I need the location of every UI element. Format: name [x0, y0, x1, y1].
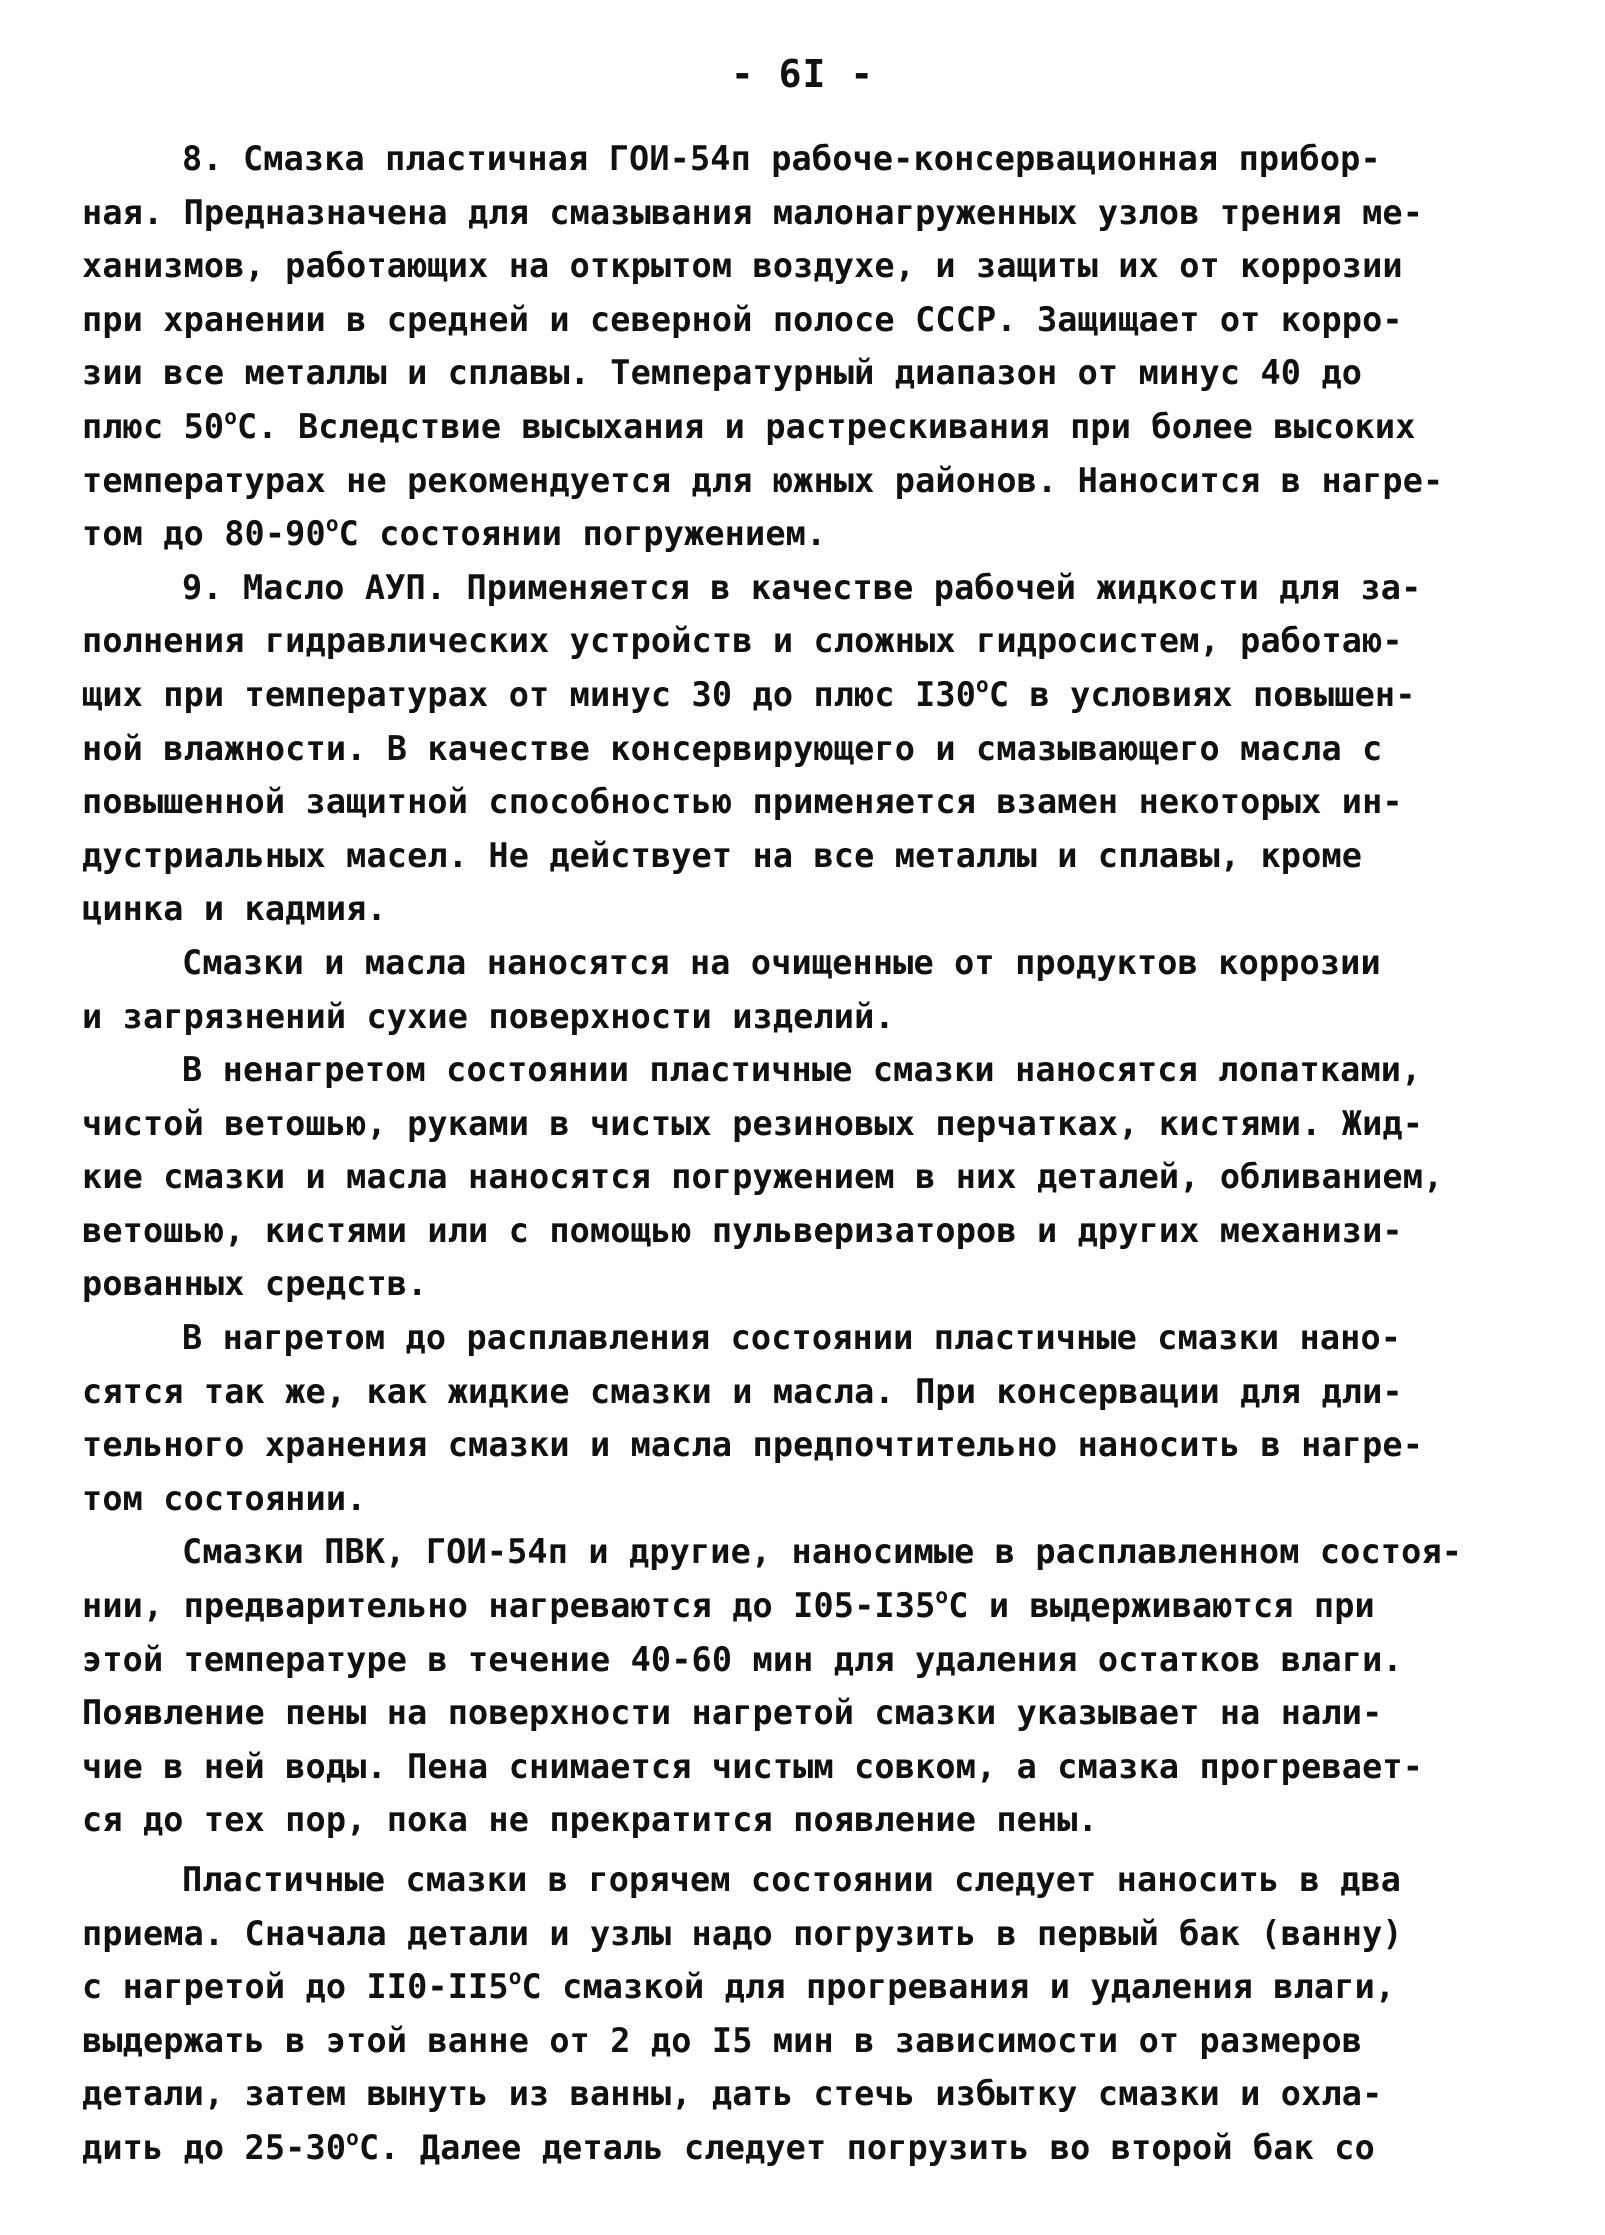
- text-line: [82, 1311, 1522, 1365]
- line-text: зии все металлы и сплавы. Температурный диапазон от минус 40 до: [82, 353, 1363, 393]
- line-text-continued: С. Далее деталь следует погрузить во второй бак со: [358, 2127, 1375, 2167]
- line-text: температурах не рекомендуется для южных районов. Наносится в нагре-: [82, 460, 1444, 500]
- line-text: 8. Смазка пластичная ГОИ-54п рабоче-консервационная прибор-: [182, 139, 1381, 178]
- text-line: [82, 1418, 1522, 1472]
- text-line: [82, 1633, 1522, 1687]
- text-line: [82, 507, 1522, 561]
- text-line: [82, 936, 1522, 990]
- line-text: Смазки и масла наносятся на очищенные от продуктов коррозии: [182, 942, 1381, 982]
- line-text: дустриальных масел. Не действует на все металлы и сплавы, кроме: [82, 835, 1363, 875]
- line-text: ная. Предназначена для смазывания малонагруженных узлов трения ме-: [82, 192, 1424, 232]
- line-text-continued: С. Вследствие высыхания и растрескивания при более высоких: [237, 406, 1416, 446]
- line-text: чие в ней воды. Пена снимается чистым совком, а смазка прогревает-: [82, 1746, 1424, 1786]
- degree-superscript: о: [976, 672, 989, 697]
- text-line: [82, 990, 1522, 1044]
- line-text: при хранении в средней и северной полосе СССР. Защищает от корро-: [82, 299, 1403, 339]
- text-line: [82, 2067, 1522, 2121]
- text-line: [82, 1097, 1522, 1151]
- text-line: [82, 1365, 1522, 1419]
- degree-superscript: о: [224, 404, 238, 429]
- text-line: [82, 1686, 1522, 1740]
- line-text-continued: С в условиях повышен-: [988, 674, 1416, 714]
- text-line: [82, 1257, 1522, 1311]
- line-text-continued: С и выдерживаются при: [948, 1586, 1375, 1626]
- line-text: рованных средств.: [82, 1264, 428, 1304]
- line-text-continued: С состоянии погружением.: [338, 514, 827, 554]
- text-line: [82, 829, 1522, 883]
- degree-superscript: о: [935, 1584, 949, 1609]
- line-text-continued: С смазкой для прогревания и удаления влаги,: [521, 1967, 1396, 2007]
- line-text: и загрязнений сухие поверхности изделий.: [82, 996, 895, 1036]
- degree-superscript: о: [346, 2125, 359, 2150]
- line-text: ной влажности. В качестве консервирующего и смазывающего масла с: [82, 728, 1383, 768]
- text-line: [82, 2121, 1522, 2175]
- text-line: [82, 400, 1522, 454]
- line-text: чистой ветошью, руками в чистых резиновых перчатках, кистями. Жид-: [82, 1103, 1424, 1143]
- degree-superscript: о: [325, 512, 339, 537]
- line-text: Пластичные смазки в горячем состоянии следует наносить в два: [182, 1860, 1402, 1899]
- line-text: том состоянии.: [82, 1478, 367, 1518]
- page-number: - 6I -: [730, 52, 875, 96]
- text-line: [82, 346, 1522, 400]
- line-text: с нагретой до II0-II5: [82, 1967, 509, 2007]
- line-text: тельного хранения смазки и масла предпочтительно наносить в нагре-: [82, 1425, 1424, 1465]
- line-text: выдержать в этой ванне от 2 до I5 мин в зависимости от размеров: [82, 2020, 1363, 2060]
- line-text: этой температуре в течение 40-60 мин для удаления остатков влаги.: [82, 1639, 1403, 1679]
- line-text: цинка и кадмия.: [82, 889, 387, 929]
- text-line: [82, 293, 1522, 347]
- line-text: детали, затем вынуть из ванны, дать стечь избытку смазки и охла-: [82, 2074, 1383, 2114]
- text-line: [82, 668, 1522, 722]
- text-line: [82, 454, 1522, 508]
- body-text: [82, 132, 1522, 2175]
- line-text: ся до тех пор, пока не прекратится появление пены.: [82, 1800, 1098, 1840]
- line-text: Появление пены на поверхности нагретой смазки указывает на нали-: [82, 1693, 1383, 1733]
- text-line: [82, 1853, 1522, 1907]
- text-line: [82, 722, 1522, 776]
- degree-superscript: о: [508, 1965, 522, 1990]
- text-line: [82, 614, 1522, 668]
- line-text: ханизмов, работающих на открытом воздухе, и защиты их от коррозии: [82, 246, 1403, 286]
- line-text: ветошью, кистями или с помощью пульверизаторов и других механизи-: [82, 1210, 1403, 1250]
- line-text: полнения гидравлических устройств и сложных гидросистем, работаю-: [82, 621, 1403, 661]
- line-text: дить до 25-30: [82, 2127, 347, 2167]
- line-text: приема. Сначала детали и узлы надо погрузить в первый бак (ванну): [82, 1913, 1403, 1953]
- line-text: В нагретом до расплавления состоянии пластичные смазки нано-: [182, 1318, 1402, 1358]
- text-line: [82, 186, 1522, 240]
- text-line: [82, 775, 1522, 829]
- text-line: [82, 1525, 1522, 1579]
- text-line: [82, 132, 1522, 186]
- text-line: [82, 1043, 1522, 1097]
- line-text: повышенной защитной способностью применяется взамен некоторых ин-: [82, 782, 1403, 822]
- text-line: [82, 239, 1522, 293]
- line-text: В ненагретом состоянии пластичные смазки наносятся лопатками,: [182, 1050, 1422, 1090]
- line-text: кие смазки и масла наносятся погружением в них деталей, обливанием,: [82, 1157, 1444, 1197]
- text-line: [82, 1150, 1522, 1204]
- text-line: [82, 882, 1522, 936]
- text-line: [82, 1793, 1522, 1847]
- line-text: Смазки ПВК, ГОИ-54п и другие, наносимые в расплавленном состоя-: [182, 1532, 1463, 1572]
- text-line: [82, 2014, 1522, 2068]
- text-line: [82, 1472, 1522, 1526]
- text-line: [82, 1960, 1522, 2014]
- line-text: щих при температурах от минус 30 до плюс I30: [82, 674, 977, 714]
- text-line: [82, 1204, 1522, 1258]
- text-line: [82, 1579, 1522, 1633]
- text-line: [82, 1740, 1522, 1794]
- text-line: [82, 561, 1522, 615]
- line-text: нии, предварительно нагреваются до I05-I35: [82, 1586, 936, 1626]
- line-text: том до 80-90: [82, 514, 326, 554]
- line-text: сятся так же, как жидкие смазки и масла. При консервации для дли-: [82, 1371, 1403, 1411]
- line-text: 9. Масло АУП. Применяется в качестве рабочей жидкости для за-: [182, 567, 1422, 607]
- text-line: [82, 1907, 1522, 1961]
- line-text: плюс 50: [82, 406, 225, 446]
